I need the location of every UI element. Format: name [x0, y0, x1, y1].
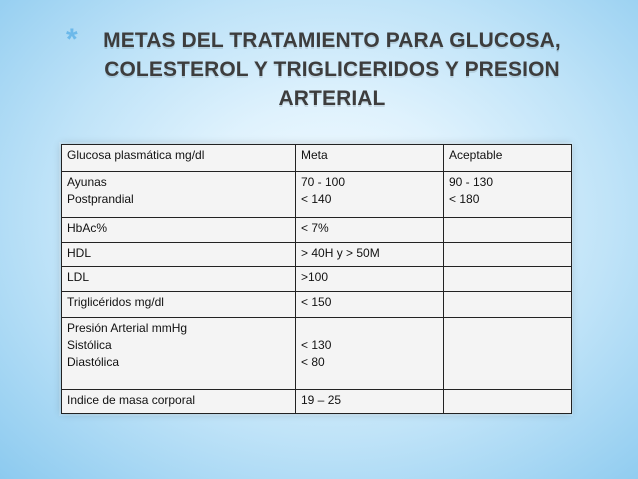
header-cell-aceptable	[444, 145, 572, 172]
header-meta: Meta	[301, 148, 328, 162]
param-line: Diastólica	[67, 355, 120, 370]
table-cell	[62, 389, 296, 414]
aceptable-line	[449, 320, 566, 337]
aceptable-line: < 180	[449, 191, 480, 206]
table-row	[62, 171, 572, 218]
table-cell	[62, 318, 296, 389]
param-line: Sistólica	[67, 338, 112, 353]
meta-line: >100	[301, 270, 329, 285]
meta-line: < 150	[301, 294, 332, 309]
slide-title	[88, 26, 576, 113]
title-line-3: ARTERIAL	[278, 87, 386, 110]
treatment-goals-table	[61, 144, 572, 414]
table-cell	[444, 267, 572, 291]
table-cell	[62, 267, 296, 291]
table-row	[62, 291, 572, 318]
param-line: LDL	[67, 270, 90, 285]
aceptable-line: 90 - 130	[449, 174, 494, 189]
meta-line: > 40H y > 50M	[301, 245, 380, 260]
table-cell	[444, 218, 572, 242]
table-cell	[296, 218, 444, 242]
param-line: Triglicéridos mg/dl	[67, 294, 164, 309]
meta-line: 70 - 100	[301, 174, 346, 189]
meta-line: < 7%	[301, 221, 329, 236]
table-cell	[444, 171, 572, 218]
param-line: Presión Arterial mmHg	[67, 321, 188, 336]
table-cell	[62, 218, 296, 242]
table-cell	[62, 242, 296, 266]
aceptable-line	[449, 245, 566, 262]
table-row	[62, 318, 572, 389]
table-cell	[444, 291, 572, 318]
param-line: Indice de masa corporal	[67, 392, 196, 407]
title-line-2: COLESTEROL Y TRIGLICERIDOS Y PRESION	[104, 58, 560, 81]
table-cell	[62, 171, 296, 218]
aceptable-line	[449, 220, 566, 237]
table-cell	[296, 267, 444, 291]
table-cell	[296, 389, 444, 414]
header-cell-parameter	[62, 145, 296, 172]
bullet-icon: *	[66, 23, 78, 56]
title-block	[66, 23, 576, 124]
table-cell	[296, 318, 444, 389]
header-parameter: Glucosa plasmática mg/dl	[67, 148, 205, 162]
param-line: HbAc%	[67, 221, 108, 236]
param-line: Postprandial	[67, 191, 134, 206]
table-cell	[444, 389, 572, 414]
meta-line: < 140	[301, 191, 332, 206]
aceptable-line	[449, 392, 566, 409]
meta-line: < 130	[301, 338, 332, 353]
table-cell	[296, 171, 444, 218]
param-line: Ayunas	[67, 174, 107, 189]
table-cell	[444, 242, 572, 266]
aceptable-line	[449, 294, 566, 311]
table-cell	[444, 318, 572, 389]
table-row	[62, 267, 572, 291]
table-cell	[62, 291, 296, 318]
aceptable-line	[449, 269, 566, 286]
meta-line: 19 – 25	[301, 392, 342, 407]
meta-line	[301, 320, 438, 337]
table-cell	[296, 242, 444, 266]
treatment-goals-table-wrap	[61, 144, 571, 414]
title-line-1: METAS DEL TRATAMIENTO PARA GLUCOSA,	[103, 29, 561, 52]
header-aceptable: Aceptable	[449, 148, 503, 162]
param-line: HDL	[67, 245, 92, 260]
table-header-row	[62, 145, 572, 172]
table-row	[62, 389, 572, 414]
table-row	[62, 218, 572, 242]
header-cell-meta	[296, 145, 444, 172]
table-row	[62, 242, 572, 266]
meta-line: < 80	[301, 355, 325, 370]
table-cell	[296, 291, 444, 318]
